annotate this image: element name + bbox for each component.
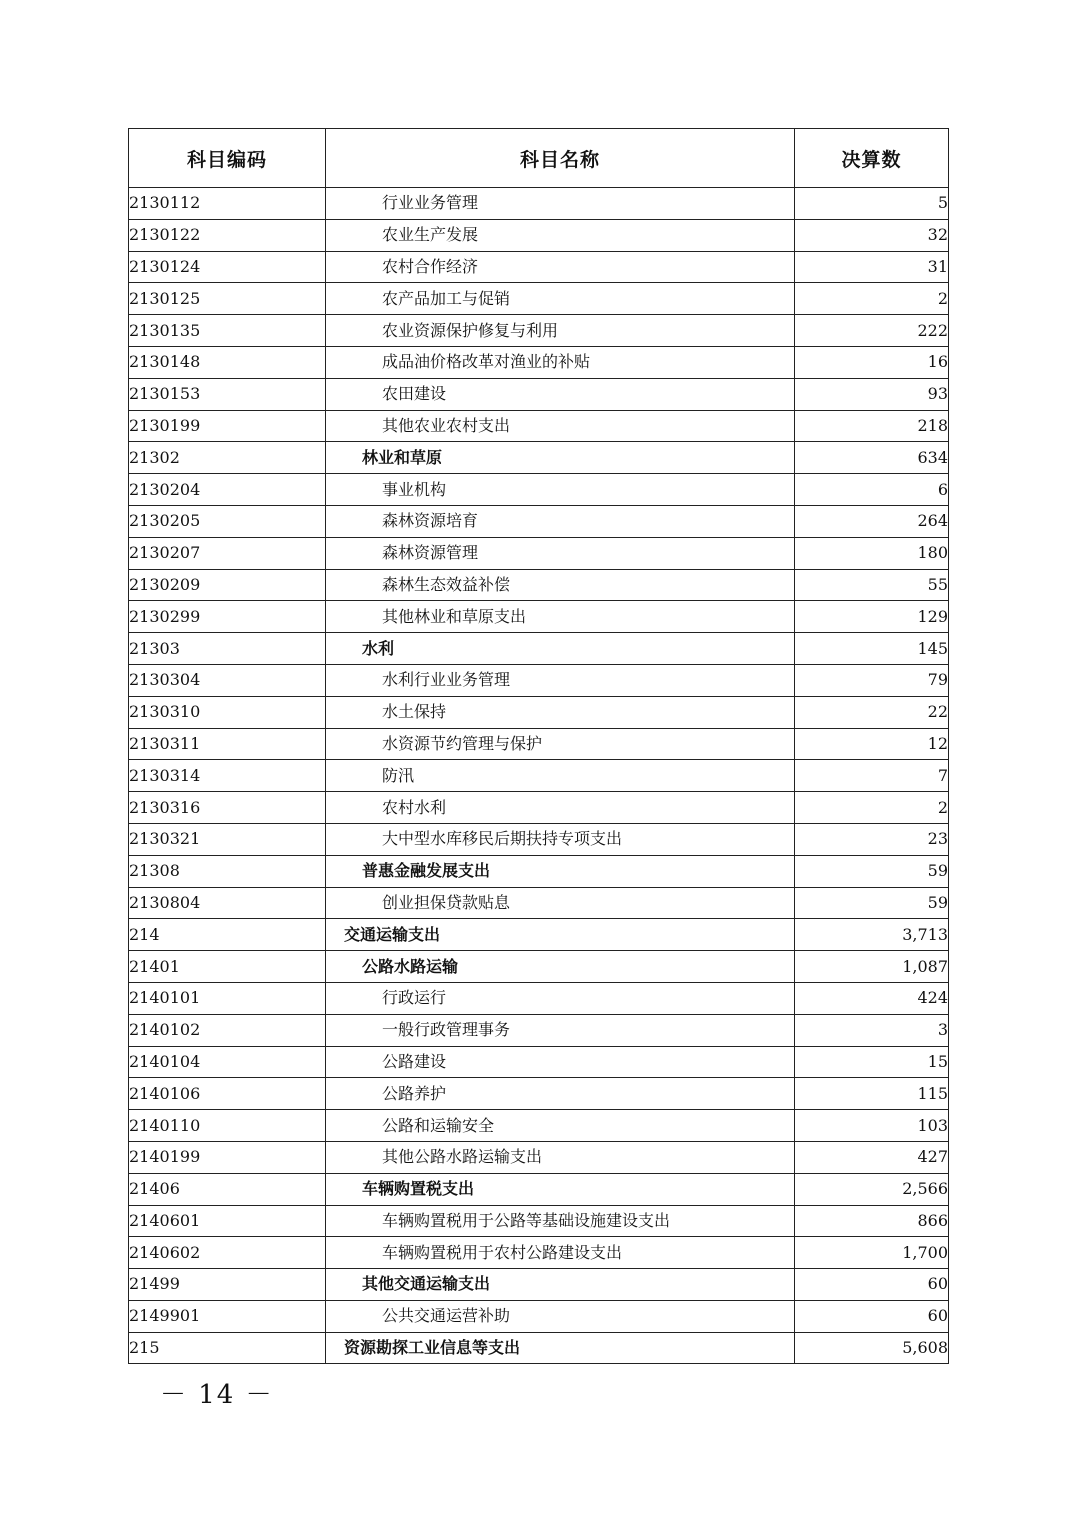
table-row — [129, 951, 949, 983]
row-amount: 2,566 — [795, 1173, 949, 1205]
row-code: 2140101 — [129, 982, 326, 1014]
table-row — [129, 982, 949, 1014]
row-code: 2130204 — [129, 474, 326, 506]
row-code: 2130304 — [129, 664, 326, 696]
row-amount: 264 — [795, 505, 949, 537]
row-name: 一般行政管理事务 — [326, 1014, 795, 1046]
table-row — [129, 410, 949, 442]
budget-table — [128, 128, 949, 1364]
row-amount: 60 — [795, 1300, 949, 1332]
table-row — [129, 378, 949, 410]
header-name: 科目名称 — [326, 129, 795, 188]
header-amount: 决算数 — [795, 129, 949, 188]
row-name: 公共交通运营补助 — [326, 1300, 795, 1332]
row-amount: 31 — [795, 251, 949, 283]
row-code: 2130199 — [129, 410, 326, 442]
table-row — [129, 601, 949, 633]
row-name: 其他农业农村支出 — [326, 410, 795, 442]
row-code: 2130122 — [129, 219, 326, 251]
row-code: 21401 — [129, 951, 326, 983]
row-code: 2140104 — [129, 1046, 326, 1078]
table-row — [129, 1269, 949, 1301]
row-amount: 1,700 — [795, 1237, 949, 1269]
row-amount: 60 — [795, 1269, 949, 1301]
table-row — [129, 1078, 949, 1110]
table-row — [129, 283, 949, 315]
row-code: 2140110 — [129, 1110, 326, 1142]
row-name: 资源勘探工业信息等支出 — [326, 1332, 795, 1364]
table-row — [129, 569, 949, 601]
row-code: 2140199 — [129, 1141, 326, 1173]
table-row — [129, 219, 949, 251]
row-code: 2130135 — [129, 315, 326, 347]
row-code: 2130125 — [129, 283, 326, 315]
table-row — [129, 633, 949, 665]
page-number: － 14 － — [160, 1380, 274, 1410]
row-amount: 12 — [795, 728, 949, 760]
row-code: 2140102 — [129, 1014, 326, 1046]
row-code: 2130316 — [129, 792, 326, 824]
row-amount: 424 — [795, 982, 949, 1014]
table-row — [129, 1237, 949, 1269]
table-row — [129, 188, 949, 220]
row-amount: 634 — [795, 442, 949, 474]
row-name: 行政运行 — [326, 982, 795, 1014]
row-amount: 2 — [795, 792, 949, 824]
row-code: 2130804 — [129, 887, 326, 919]
row-name: 水资源节约管理与保护 — [326, 728, 795, 760]
table-row — [129, 728, 949, 760]
table-row — [129, 474, 949, 506]
row-name: 农村合作经济 — [326, 251, 795, 283]
row-amount: 79 — [795, 664, 949, 696]
row-code: 21303 — [129, 633, 326, 665]
table-row — [129, 505, 949, 537]
row-code: 2130207 — [129, 537, 326, 569]
row-amount: 16 — [795, 346, 949, 378]
row-amount: 222 — [795, 315, 949, 347]
row-amount: 1,087 — [795, 951, 949, 983]
row-name: 其他林业和草原支出 — [326, 601, 795, 633]
row-code: 2130314 — [129, 760, 326, 792]
row-name: 成品油价格改革对渔业的补贴 — [326, 346, 795, 378]
row-amount: 145 — [795, 633, 949, 665]
row-name: 林业和草原 — [326, 442, 795, 474]
table-row — [129, 1014, 949, 1046]
row-name: 农田建设 — [326, 378, 795, 410]
row-name: 创业担保贷款贴息 — [326, 887, 795, 919]
table-row — [129, 1332, 949, 1364]
row-code: 215 — [129, 1332, 326, 1364]
row-name: 水土保持 — [326, 696, 795, 728]
row-code: 2140601 — [129, 1205, 326, 1237]
row-code: 2130148 — [129, 346, 326, 378]
table-row — [129, 855, 949, 887]
row-amount: 115 — [795, 1078, 949, 1110]
row-amount: 7 — [795, 760, 949, 792]
row-name: 普惠金融发展支出 — [326, 855, 795, 887]
row-code: 2130205 — [129, 505, 326, 537]
row-name: 车辆购置税用于农村公路建设支出 — [326, 1237, 795, 1269]
header-code: 科目编码 — [129, 129, 326, 188]
row-name: 事业机构 — [326, 474, 795, 506]
table-row — [129, 442, 949, 474]
row-amount: 15 — [795, 1046, 949, 1078]
table-row — [129, 1046, 949, 1078]
row-name: 森林生态效益补偿 — [326, 569, 795, 601]
row-amount: 23 — [795, 823, 949, 855]
header-row — [129, 129, 949, 188]
table-body — [129, 188, 949, 1364]
row-name: 交通运输支出 — [326, 919, 795, 951]
row-code: 21302 — [129, 442, 326, 474]
row-name: 防汛 — [326, 760, 795, 792]
row-code: 21406 — [129, 1173, 326, 1205]
row-name: 水利行业业务管理 — [326, 664, 795, 696]
row-code: 2130209 — [129, 569, 326, 601]
row-code: 21308 — [129, 855, 326, 887]
row-amount: 55 — [795, 569, 949, 601]
row-code: 2140602 — [129, 1237, 326, 1269]
table-row — [129, 1205, 949, 1237]
table-row — [129, 696, 949, 728]
row-code: 2140106 — [129, 1078, 326, 1110]
row-amount: 866 — [795, 1205, 949, 1237]
row-amount: 129 — [795, 601, 949, 633]
row-amount: 3 — [795, 1014, 949, 1046]
row-amount: 2 — [795, 283, 949, 315]
row-name: 车辆购置税支出 — [326, 1173, 795, 1205]
row-name: 其他公路水路运输支出 — [326, 1141, 795, 1173]
row-amount: 103 — [795, 1110, 949, 1142]
row-amount: 6 — [795, 474, 949, 506]
row-name: 森林资源培育 — [326, 505, 795, 537]
row-amount: 93 — [795, 378, 949, 410]
row-amount: 22 — [795, 696, 949, 728]
table-row — [129, 887, 949, 919]
table-row — [129, 537, 949, 569]
table-row — [129, 1141, 949, 1173]
table-row — [129, 315, 949, 347]
row-code: 2130153 — [129, 378, 326, 410]
row-name: 农业资源保护修复与利用 — [326, 315, 795, 347]
table-row — [129, 792, 949, 824]
row-name: 公路和运输安全 — [326, 1110, 795, 1142]
row-name: 农产品加工与促销 — [326, 283, 795, 315]
row-name: 公路建设 — [326, 1046, 795, 1078]
row-code: 2130124 — [129, 251, 326, 283]
row-amount: 427 — [795, 1141, 949, 1173]
row-code: 2130321 — [129, 823, 326, 855]
row-name: 农村水利 — [326, 792, 795, 824]
row-name: 其他交通运输支出 — [326, 1269, 795, 1301]
row-code: 2130310 — [129, 696, 326, 728]
row-code: 21499 — [129, 1269, 326, 1301]
row-amount: 59 — [795, 855, 949, 887]
row-amount: 5 — [795, 188, 949, 220]
row-code: 214 — [129, 919, 326, 951]
row-name: 公路水路运输 — [326, 951, 795, 983]
row-amount: 32 — [795, 219, 949, 251]
row-amount: 218 — [795, 410, 949, 442]
table-row — [129, 1110, 949, 1142]
row-name: 森林资源管理 — [326, 537, 795, 569]
table-row — [129, 919, 949, 951]
row-name: 行业业务管理 — [326, 188, 795, 220]
row-amount: 5,608 — [795, 1332, 949, 1364]
table-row — [129, 823, 949, 855]
row-amount: 59 — [795, 887, 949, 919]
table-row — [129, 346, 949, 378]
table-row — [129, 664, 949, 696]
table-row — [129, 251, 949, 283]
row-code: 2130299 — [129, 601, 326, 633]
row-name: 水利 — [326, 633, 795, 665]
row-amount: 180 — [795, 537, 949, 569]
row-name: 大中型水库移民后期扶持专项支出 — [326, 823, 795, 855]
row-code: 2130112 — [129, 188, 326, 220]
row-code: 2130311 — [129, 728, 326, 760]
table-row — [129, 760, 949, 792]
row-name: 车辆购置税用于公路等基础设施建设支出 — [326, 1205, 795, 1237]
row-name: 公路养护 — [326, 1078, 795, 1110]
table-row — [129, 1300, 949, 1332]
table-header — [129, 129, 949, 188]
row-name: 农业生产发展 — [326, 219, 795, 251]
row-amount: 3,713 — [795, 919, 949, 951]
row-code: 2149901 — [129, 1300, 326, 1332]
table-row — [129, 1173, 949, 1205]
